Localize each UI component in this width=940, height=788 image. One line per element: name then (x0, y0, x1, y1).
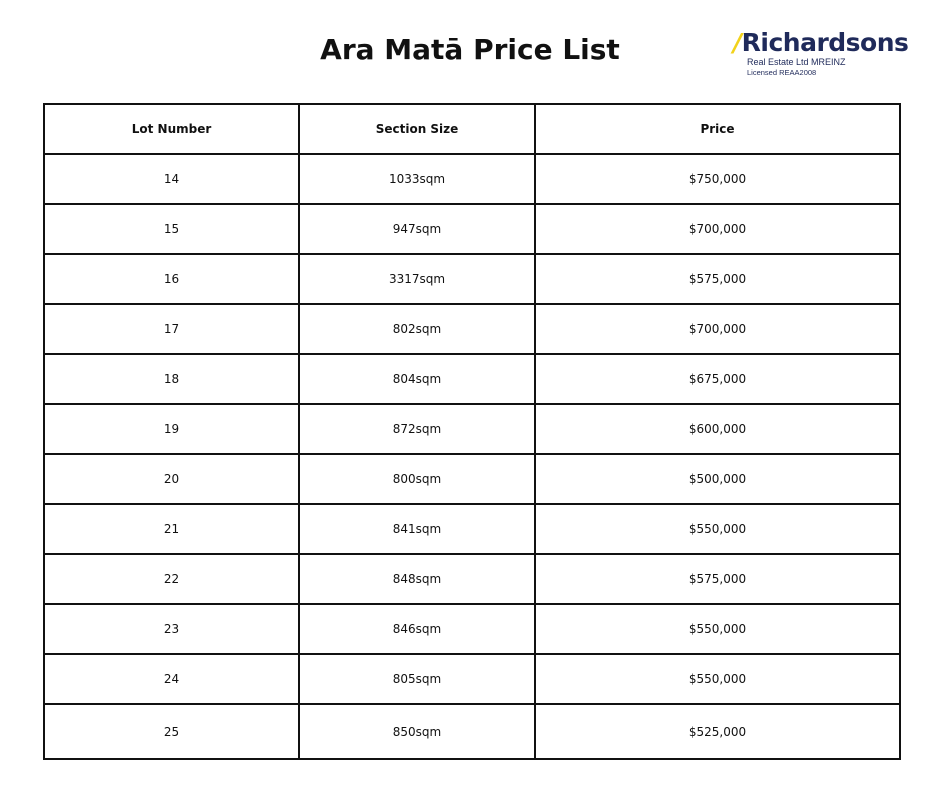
header-section-size: Section Size (299, 104, 535, 154)
cell-lot-number: 24 (44, 654, 299, 704)
table-row (44, 654, 900, 704)
cell-lot-number: 15 (44, 204, 299, 254)
cell-price: $700,000 (535, 304, 900, 354)
cell-section-size: 804sqm (299, 354, 535, 404)
table-row (44, 454, 900, 504)
logo-tagline: Real Estate Ltd MREINZ (747, 57, 846, 67)
cell-lot-number: 17 (44, 304, 299, 354)
table-header (44, 104, 900, 154)
table-row (44, 604, 900, 654)
company-logo (733, 28, 913, 88)
header-row (44, 104, 900, 154)
header-lot-number: Lot Number (44, 104, 299, 154)
cell-section-size: 848sqm (299, 554, 535, 604)
cell-section-size: 800sqm (299, 454, 535, 504)
table-body (44, 154, 900, 759)
cell-price: $675,000 (535, 354, 900, 404)
cell-price: $550,000 (535, 654, 900, 704)
cell-section-size: 841sqm (299, 504, 535, 554)
page-title: Ara Matā Price List (320, 33, 620, 66)
cell-price: $525,000 (535, 704, 900, 759)
table-row (44, 554, 900, 604)
table-row (44, 504, 900, 554)
cell-lot-number: 21 (44, 504, 299, 554)
cell-section-size: 3317sqm (299, 254, 535, 304)
cell-price: $550,000 (535, 504, 900, 554)
table-row (44, 354, 900, 404)
cell-section-size: 802sqm (299, 304, 535, 354)
cell-price: $550,000 (535, 604, 900, 654)
table-row (44, 704, 900, 759)
cell-lot-number: 20 (44, 454, 299, 504)
table-row (44, 304, 900, 354)
logo-license: Licensed REAA2008 (747, 68, 817, 77)
cell-section-size: 850sqm (299, 704, 535, 759)
cell-price: $575,000 (535, 254, 900, 304)
cell-lot-number: 19 (44, 404, 299, 454)
cell-section-size: 872sqm (299, 404, 535, 454)
cell-lot-number: 23 (44, 604, 299, 654)
cell-section-size: 1033sqm (299, 154, 535, 204)
table-row (44, 154, 900, 204)
cell-lot-number: 25 (44, 704, 299, 759)
cell-lot-number: 14 (44, 154, 299, 204)
logo-slash-mark: / (733, 28, 742, 57)
table-row (44, 204, 900, 254)
cell-section-size: 947sqm (299, 204, 535, 254)
cell-lot-number: 16 (44, 254, 299, 304)
cell-section-size: 846sqm (299, 604, 535, 654)
cell-price: $700,000 (535, 204, 900, 254)
cell-lot-number: 18 (44, 354, 299, 404)
cell-price: $575,000 (535, 554, 900, 604)
cell-price: $500,000 (535, 454, 900, 504)
price-table (43, 103, 901, 760)
table-row (44, 404, 900, 454)
cell-section-size: 805sqm (299, 654, 535, 704)
logo-wordmark (733, 28, 908, 58)
cell-price: $600,000 (535, 404, 900, 454)
header-price: Price (535, 104, 900, 154)
cell-price: $750,000 (535, 154, 900, 204)
logo-brand-name: Richardsons (741, 28, 909, 57)
table-row (44, 254, 900, 304)
cell-lot-number: 22 (44, 554, 299, 604)
